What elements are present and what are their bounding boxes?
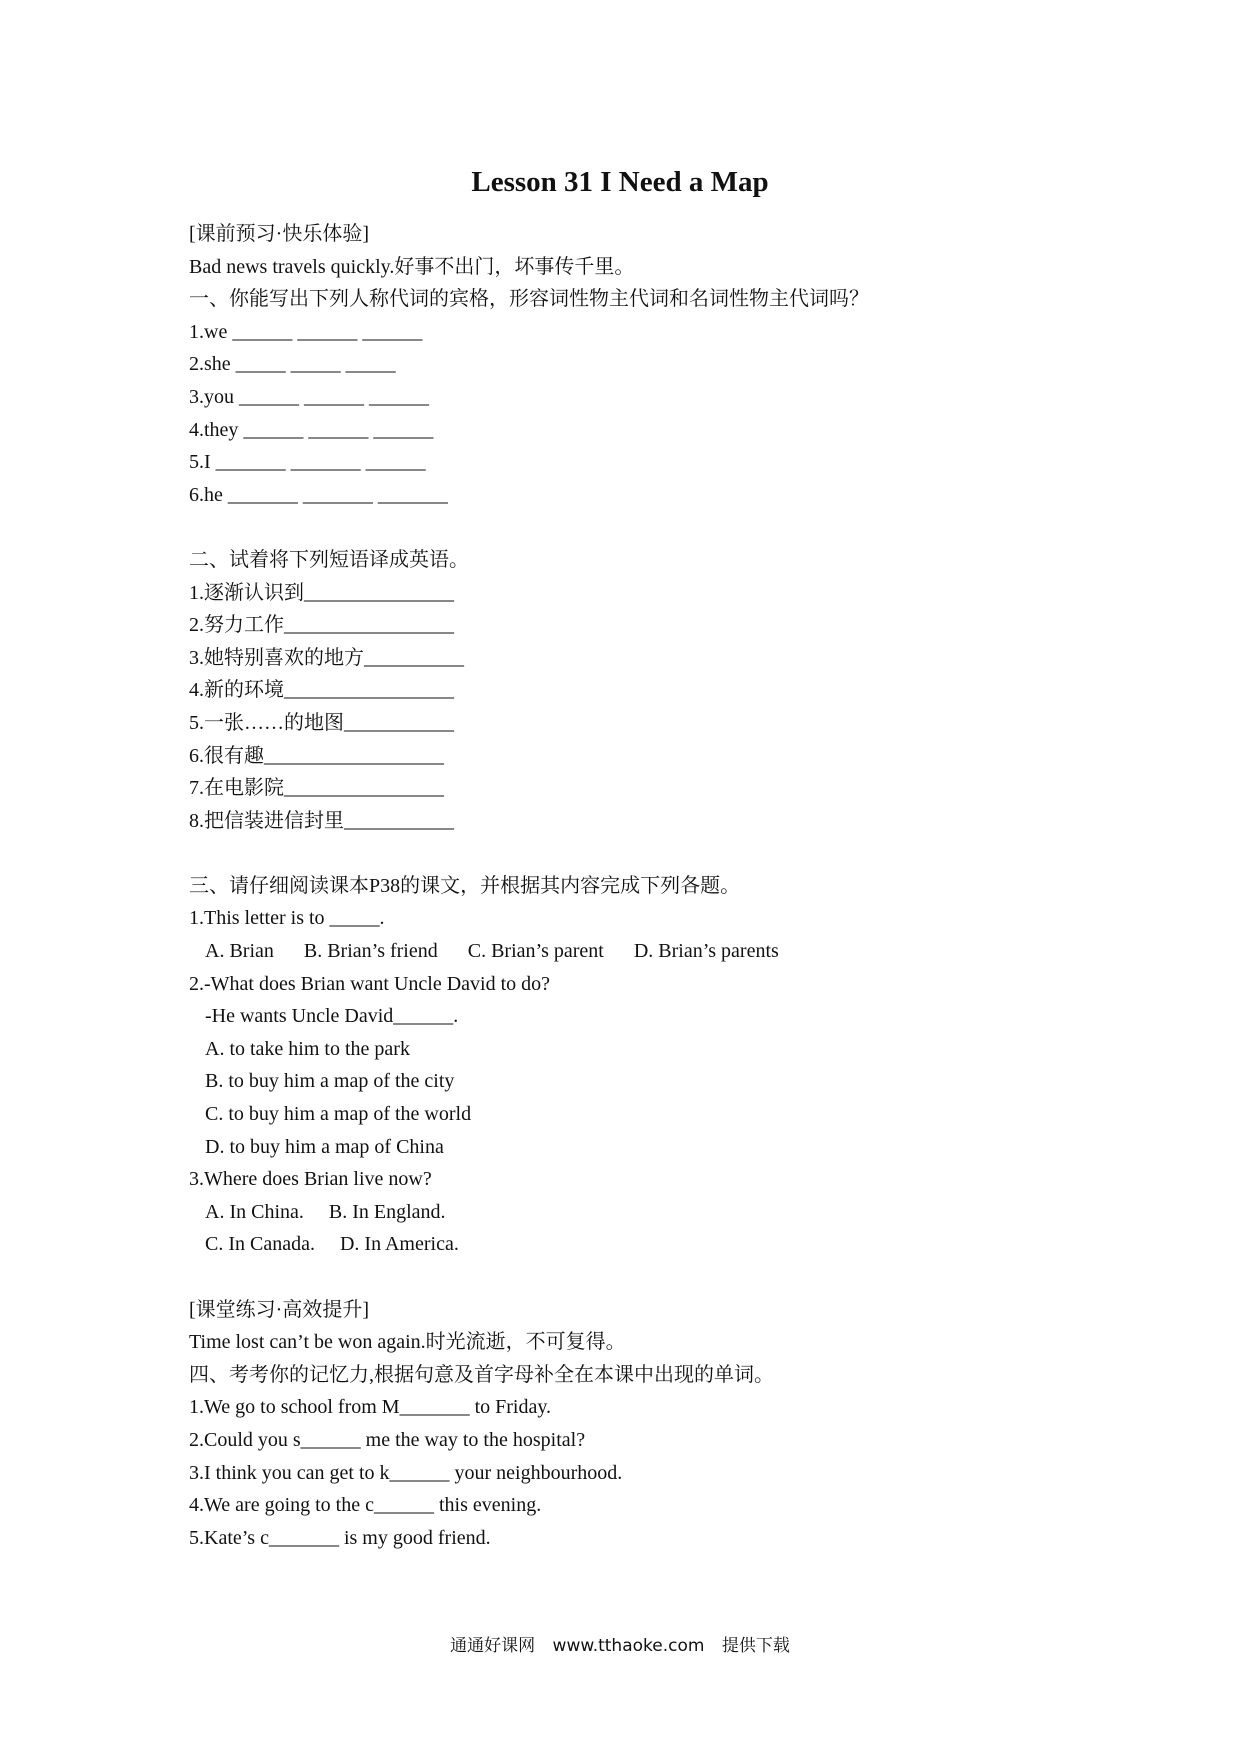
text-line: D. to buy him a map of China	[205, 1135, 444, 1158]
text-line: 7.在电影院________________	[189, 777, 444, 800]
footer-url: www.tthaoke.com	[552, 1636, 705, 1656]
text-line: 5.I _______ _______ ______	[189, 451, 426, 474]
footer-suffix: 提供下载	[721, 1636, 790, 1656]
text-line: 4.We are going to the c______ this evening.	[189, 1494, 542, 1517]
text-line: 三、请仔细阅读课本P38的课文，并根据其内容完成下列各题。	[189, 874, 741, 897]
text-line: C. to buy him a map of the world	[205, 1103, 472, 1126]
text-line: A. to take him to the park	[205, 1037, 410, 1060]
blank-line	[189, 1261, 1089, 1294]
blank-line	[189, 511, 1089, 544]
text-line: 4.they ______ ______ ______	[189, 418, 434, 441]
text-line: 3.她特别喜欢的地方__________	[189, 646, 464, 669]
text-line: 1.逐渐认识到_______________	[189, 581, 454, 604]
text-line: 3.you ______ ______ ______	[189, 385, 429, 408]
text-line: 2.Could you s______ me the way to the hospital?	[189, 1428, 586, 1451]
text-line: [课堂练习·高效提升]	[189, 1298, 369, 1321]
text-line: [课前预习·快乐体验]	[189, 223, 369, 245]
text-line: 5.一张……的地图___________	[189, 711, 454, 734]
text-line: 6.he _______ _______ _______	[189, 483, 448, 506]
text-line: 四、考考你的记忆力,根据句意及首字母补全在本课中出现的单词。	[189, 1363, 774, 1386]
text-line: 1.We go to school from M_______ to Friday.	[189, 1396, 552, 1419]
text-line: Time lost can’t be won again.时光流逝，不可复得。	[189, 1331, 626, 1354]
footer-site-name: 通通好课网	[450, 1636, 536, 1656]
text-line: 2.-What does Brian want Uncle David to do?	[189, 972, 551, 995]
text-line: -He wants Uncle David______.	[205, 1005, 459, 1028]
text-line: 2.she _____ _____ _____	[189, 353, 396, 376]
text-line: 二、试着将下列短语译成英语。	[189, 548, 469, 571]
text-line: 8.把信装进信封里___________	[189, 809, 454, 832]
text-line: 一、你能写出下列人称代词的宾格，形容词性物主代词和名词性物主代词吗？	[189, 288, 869, 311]
page-footer	[0, 1634, 1240, 1658]
text-line: 3.I think you can get to k______ your neighbourhood.	[189, 1461, 623, 1484]
text-line: 1.This letter is to _____.	[189, 907, 385, 930]
worksheet-body	[189, 218, 1089, 1554]
text-line: 5.Kate’s c_______ is my good friend.	[189, 1526, 491, 1549]
blank-line	[189, 837, 1089, 870]
text-line: A. In China. B. In England.	[205, 1200, 446, 1223]
text-line: 3.Where does Brian live now?	[189, 1168, 432, 1191]
text-line: 1.we ______ ______ ______	[189, 320, 423, 343]
text-line: 2.努力工作_________________	[189, 614, 454, 637]
text-line: B. to buy him a map of the city	[205, 1070, 455, 1093]
text-line: 4.新的环境_________________	[189, 679, 454, 702]
text-line: Bad news travels quickly.好事不出门，坏事传千里。	[189, 255, 635, 278]
text-line: A. Brian B. Brian’s friend C. Brian’s parent D. Brian’s parents	[205, 940, 779, 963]
page-title: Lesson 31 I Need a Map	[471, 166, 769, 198]
text-line: 6.很有趣__________________	[189, 744, 444, 767]
text-line: C. In Canada. D. In America.	[205, 1233, 459, 1256]
